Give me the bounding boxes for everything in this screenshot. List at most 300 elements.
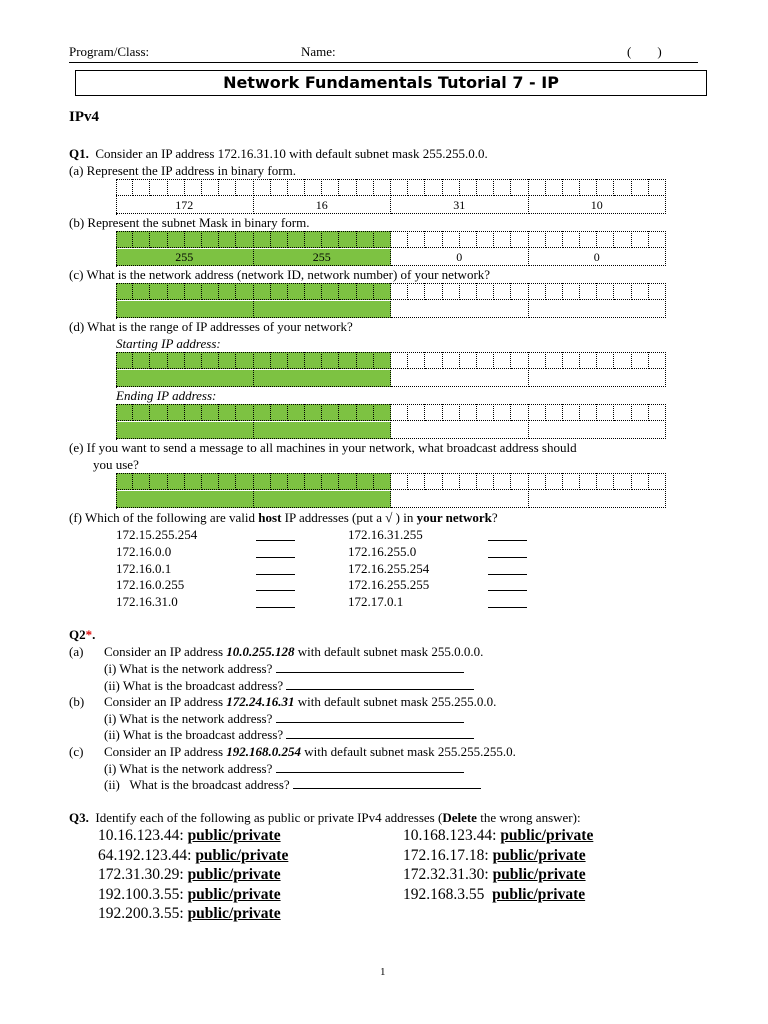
- bit-cell[interactable]: [563, 404, 580, 421]
- octet-cell[interactable]: [529, 491, 667, 508]
- bit-cell[interactable]: [632, 473, 649, 490]
- bit-cell[interactable]: [460, 179, 477, 196]
- octet-cell[interactable]: 0: [529, 249, 667, 266]
- q1e-text-line1: (e) If you want to send a message to all machines in your network, what broadcast address should: [69, 440, 577, 455]
- bit-cell[interactable]: [357, 231, 374, 248]
- bit-cell[interactable]: [254, 231, 271, 248]
- octet-cell[interactable]: [116, 301, 254, 318]
- bit-cell[interactable]: [546, 283, 563, 300]
- q2c-network-answer-blank[interactable]: [276, 772, 464, 773]
- q1f-answer-blank[interactable]: [256, 540, 295, 541]
- bit-cell[interactable]: [460, 231, 477, 248]
- bit-cell[interactable]: [597, 231, 614, 248]
- bit-cell[interactable]: [236, 179, 253, 196]
- bit-cell[interactable]: [357, 283, 374, 300]
- bit-cell[interactable]: [305, 473, 322, 490]
- bit-cell[interactable]: [339, 352, 356, 369]
- bit-cell[interactable]: [477, 473, 494, 490]
- bit-cell[interactable]: [511, 283, 528, 300]
- bit-cell[interactable]: [649, 283, 666, 300]
- q3-item: [403, 886, 585, 904]
- bit-cell[interactable]: [236, 473, 253, 490]
- bit-cell[interactable]: [580, 179, 597, 196]
- q3-delete: Delete: [442, 810, 477, 825]
- bit-cell[interactable]: [477, 179, 494, 196]
- bit-cell[interactable]: [305, 231, 322, 248]
- bit-cell[interactable]: [408, 179, 425, 196]
- bit-cell[interactable]: [374, 473, 391, 490]
- q2b-broadcast-answer-blank[interactable]: [286, 738, 474, 739]
- bit-cell[interactable]: [168, 352, 185, 369]
- q1f-answer-blank[interactable]: [488, 574, 527, 575]
- bit-cell[interactable]: [529, 473, 546, 490]
- q3-item: [403, 866, 586, 884]
- bit-cell[interactable]: [614, 179, 631, 196]
- bit-cell[interactable]: [391, 473, 408, 490]
- bit-cell[interactable]: [185, 179, 202, 196]
- bit-cell[interactable]: [116, 231, 133, 248]
- q2a-i-text: (i) What is the network address?: [104, 661, 273, 676]
- bit-cell[interactable]: [443, 352, 460, 369]
- bit-cell[interactable]: [597, 404, 614, 421]
- bit-cell[interactable]: [185, 231, 202, 248]
- q2a-post: with default subnet mask 255.0.0.0.: [294, 644, 484, 659]
- bit-cell[interactable]: [649, 404, 666, 421]
- q2a-pre: Consider an IP address: [104, 644, 227, 659]
- q3-public-private-choice[interactable]: public/private: [187, 827, 281, 844]
- bit-cell[interactable]: [116, 283, 133, 300]
- bit-cell[interactable]: [150, 231, 167, 248]
- bit-cell[interactable]: [374, 231, 391, 248]
- q1f-address: 172.16.255.254: [348, 560, 430, 576]
- q2b-network-answer-blank[interactable]: [276, 722, 464, 723]
- bit-cell[interactable]: [477, 352, 494, 369]
- q2a-letter: (a): [69, 644, 84, 659]
- q1d-text: (d) What is the range of IP addresses of your network?: [69, 319, 353, 334]
- bit-cell[interactable]: [425, 404, 442, 421]
- bit-cell[interactable]: [202, 352, 219, 369]
- q3-public-private-choice[interactable]: public/private: [500, 827, 594, 844]
- bit-cell[interactable]: [168, 473, 185, 490]
- bit-cell[interactable]: [580, 352, 597, 369]
- octet-cell[interactable]: 31: [391, 197, 529, 214]
- q2-label-text: Q2: [69, 627, 86, 642]
- octet-cell[interactable]: 0: [391, 249, 529, 266]
- bit-cell[interactable]: [339, 404, 356, 421]
- bit-cell[interactable]: [425, 352, 442, 369]
- q1e-text-line2: you use?: [93, 457, 139, 472]
- q3-address: 172.31.30.29:: [98, 866, 184, 884]
- bit-cell[interactable]: [219, 473, 236, 490]
- bit-cell[interactable]: [649, 179, 666, 196]
- q3-address: 192.200.3.55:: [98, 905, 184, 923]
- bit-cell[interactable]: [632, 231, 649, 248]
- bit-cell[interactable]: [116, 404, 133, 421]
- bit-cell[interactable]: [236, 404, 253, 421]
- bit-cell[interactable]: [288, 404, 305, 421]
- bit-cell[interactable]: [288, 283, 305, 300]
- bit-cell[interactable]: [460, 352, 477, 369]
- bit-cell[interactable]: [443, 283, 460, 300]
- bit-cell[interactable]: [614, 404, 631, 421]
- bit-cell[interactable]: [322, 404, 339, 421]
- bit-cell[interactable]: [563, 352, 580, 369]
- q1f-answer-blank[interactable]: [488, 557, 527, 558]
- bit-cell[interactable]: [597, 473, 614, 490]
- bit-cell[interactable]: [580, 231, 597, 248]
- bit-cell[interactable]: [116, 473, 133, 490]
- bit-cell[interactable]: [563, 473, 580, 490]
- octet-cell[interactable]: [529, 301, 667, 318]
- bit-cell[interactable]: [580, 283, 597, 300]
- bit-cell[interactable]: [529, 352, 546, 369]
- q3-public-private-choice[interactable]: public/private: [187, 885, 281, 903]
- bit-cell[interactable]: [185, 404, 202, 421]
- octet-cell[interactable]: 255: [254, 249, 392, 266]
- bit-cell[interactable]: [116, 352, 133, 369]
- bit-cell[interactable]: [150, 179, 167, 196]
- bit-cell[interactable]: [546, 473, 563, 490]
- bit-cell[interactable]: [460, 404, 477, 421]
- q3-item: [98, 866, 281, 884]
- bit-cell[interactable]: [168, 283, 185, 300]
- bit-cell[interactable]: [288, 179, 305, 196]
- q1d-start-binary-grid[interactable]: [116, 352, 666, 388]
- bit-cell[interactable]: [563, 179, 580, 196]
- bit-cell[interactable]: [322, 473, 339, 490]
- octet-cell[interactable]: [254, 301, 392, 318]
- bit-cell[interactable]: [236, 352, 253, 369]
- bit-cell[interactable]: [460, 473, 477, 490]
- q3-item: [98, 886, 281, 904]
- bit-cell[interactable]: [254, 352, 271, 369]
- octet-cell[interactable]: [529, 370, 667, 387]
- bit-cell[interactable]: [391, 352, 408, 369]
- q1f-answer-blank[interactable]: [488, 540, 527, 541]
- bit-cell[interactable]: [339, 283, 356, 300]
- bit-cell[interactable]: [546, 179, 563, 196]
- octet-cell[interactable]: [116, 491, 254, 508]
- bit-cell[interactable]: [185, 473, 202, 490]
- octet-cell[interactable]: [391, 422, 529, 439]
- bit-cell[interactable]: [425, 179, 442, 196]
- octet-cell[interactable]: [254, 422, 392, 439]
- q2c-ii-text: (ii) What is the broadcast address?: [104, 777, 290, 792]
- bit-cell[interactable]: [202, 404, 219, 421]
- q3-item: [403, 827, 593, 845]
- bit-cell[interactable]: [150, 473, 167, 490]
- q1f-answer-blank[interactable]: [488, 607, 527, 608]
- bit-cell[interactable]: [357, 404, 374, 421]
- bit-cell[interactable]: [443, 404, 460, 421]
- bit-cell[interactable]: [632, 352, 649, 369]
- q2b-letter: (b): [69, 694, 85, 709]
- bit-cell[interactable]: [632, 179, 649, 196]
- bit-cell[interactable]: [494, 283, 511, 300]
- q1c-binary-grid[interactable]: [116, 283, 666, 319]
- bit-cell[interactable]: [133, 179, 150, 196]
- octet-cell[interactable]: [116, 422, 254, 439]
- q1c-text: (c) What is the network address (network ID, network number) of your network?: [69, 267, 491, 282]
- q1f-answer-blank[interactable]: [256, 590, 295, 591]
- q1f-answer-blank[interactable]: [256, 574, 295, 575]
- octet-cell[interactable]: [254, 491, 392, 508]
- bit-cell[interactable]: [357, 179, 374, 196]
- bit-cell[interactable]: [511, 404, 528, 421]
- bit-cell[interactable]: [597, 179, 614, 196]
- bit-cell[interactable]: [580, 473, 597, 490]
- octet-cell[interactable]: 16: [254, 197, 392, 214]
- bit-cell[interactable]: [511, 352, 528, 369]
- bit-cell[interactable]: [374, 404, 391, 421]
- q2b-ii-text: (ii) What is the broadcast address?: [104, 727, 284, 742]
- bit-cell[interactable]: [649, 473, 666, 490]
- q3-address: 172.32.31.30:: [403, 866, 489, 884]
- bit-cell[interactable]: [494, 404, 511, 421]
- q1-label: Q1.: [69, 146, 89, 161]
- bit-cell[interactable]: [339, 179, 356, 196]
- bit-cell[interactable]: [408, 231, 425, 248]
- bit-cell[interactable]: [219, 352, 236, 369]
- q3-public-private-choice[interactable]: public/private: [492, 885, 586, 903]
- bit-cell[interactable]: [254, 179, 271, 196]
- bit-cell[interactable]: [529, 283, 546, 300]
- q1f-address: 172.16.255.255: [348, 577, 430, 593]
- q1d-end-binary-grid[interactable]: [116, 404, 666, 440]
- bit-cell[interactable]: [305, 404, 322, 421]
- q1f-pre: (f) Which of the following are valid: [69, 510, 259, 525]
- bit-cell[interactable]: [511, 473, 528, 490]
- bit-cell[interactable]: [529, 231, 546, 248]
- q1d-start-label: Starting IP address:: [116, 336, 221, 351]
- q2a-ii-text: (ii) What is the broadcast address?: [104, 678, 284, 693]
- bit-cell[interactable]: [408, 283, 425, 300]
- q3-public-private-choice[interactable]: public/private: [187, 905, 281, 923]
- q3-item: [98, 847, 288, 865]
- bit-cell[interactable]: [443, 179, 460, 196]
- q1b-text: (b) Represent the subnet Mask in binary form.: [69, 215, 310, 230]
- bit-cell[interactable]: [254, 283, 271, 300]
- bit-cell[interactable]: [322, 179, 339, 196]
- bit-cell[interactable]: [580, 404, 597, 421]
- octet-cell[interactable]: 255: [116, 249, 254, 266]
- bit-cell[interactable]: [425, 473, 442, 490]
- bit-cell[interactable]: [150, 352, 167, 369]
- octet-cell[interactable]: [529, 422, 667, 439]
- bit-cell[interactable]: [271, 283, 288, 300]
- bit-cell[interactable]: [254, 473, 271, 490]
- bit-cell[interactable]: [374, 179, 391, 196]
- bit-cell[interactable]: [254, 404, 271, 421]
- q1f-answer-blank[interactable]: [256, 557, 295, 558]
- q1f-address: 172.16.0.1: [116, 560, 172, 576]
- bit-cell[interactable]: [649, 231, 666, 248]
- bit-cell[interactable]: [288, 231, 305, 248]
- bit-cell[interactable]: [563, 231, 580, 248]
- bit-cell[interactable]: [614, 231, 631, 248]
- bit-cell[interactable]: [391, 231, 408, 248]
- page-number: 1: [380, 966, 386, 978]
- bit-cell[interactable]: [357, 352, 374, 369]
- octet-cell[interactable]: [116, 370, 254, 387]
- bit-cell[interactable]: [288, 473, 305, 490]
- bit-cell[interactable]: [185, 352, 202, 369]
- q1a-text: (a) Represent the IP address in binary form.: [69, 163, 296, 178]
- bit-cell[interactable]: [477, 231, 494, 248]
- q1b-binary-grid[interactable]: [116, 231, 666, 267]
- bit-cell[interactable]: [133, 231, 150, 248]
- bit-cell[interactable]: [185, 283, 202, 300]
- bit-cell[interactable]: [357, 473, 374, 490]
- bit-cell[interactable]: [477, 404, 494, 421]
- q2b-i-text: (i) What is the network address?: [104, 711, 273, 726]
- bit-cell[interactable]: [133, 473, 150, 490]
- bit-cell[interactable]: [168, 404, 185, 421]
- bit-cell[interactable]: [632, 404, 649, 421]
- q2a-broadcast-answer-blank[interactable]: [286, 689, 474, 690]
- q1f-address: 172.16.0.0: [116, 543, 172, 559]
- bit-cell[interactable]: [529, 404, 546, 421]
- octet-cell[interactable]: [391, 491, 529, 508]
- bit-cell[interactable]: [597, 352, 614, 369]
- bit-cell[interactable]: [322, 231, 339, 248]
- bit-cell[interactable]: [494, 231, 511, 248]
- bit-cell[interactable]: [614, 473, 631, 490]
- bit-cell[interactable]: [374, 352, 391, 369]
- bit-cell[interactable]: [529, 179, 546, 196]
- q2a-network-answer-blank[interactable]: [276, 672, 464, 673]
- bit-cell[interactable]: [219, 404, 236, 421]
- q1f-post: ?: [491, 510, 498, 525]
- bit-cell[interactable]: [305, 283, 322, 300]
- q3-public-private-choice[interactable]: public/private: [492, 866, 586, 884]
- bit-cell[interactable]: [408, 352, 425, 369]
- bit-cell[interactable]: [511, 231, 528, 248]
- section-heading: IPv4: [69, 109, 99, 125]
- bit-cell[interactable]: [168, 231, 185, 248]
- octet-cell[interactable]: 10: [529, 197, 667, 214]
- program-class-label: Program/Class:: [69, 44, 150, 59]
- bit-cell[interactable]: [494, 179, 511, 196]
- bit-cell[interactable]: [494, 352, 511, 369]
- bit-cell[interactable]: [271, 473, 288, 490]
- octet-cell[interactable]: [391, 370, 529, 387]
- bit-cell[interactable]: [597, 283, 614, 300]
- q2-dot: .: [92, 627, 96, 642]
- q3-item: [403, 847, 586, 865]
- q1f-answer-blank[interactable]: [488, 590, 527, 591]
- bit-cell[interactable]: [546, 231, 563, 248]
- octet-cell[interactable]: [254, 370, 392, 387]
- q3-label: Q3.: [69, 810, 89, 825]
- bit-cell[interactable]: [202, 231, 219, 248]
- bit-cell[interactable]: [391, 404, 408, 421]
- bit-cell[interactable]: [219, 283, 236, 300]
- q2b-pre: Consider an IP address: [104, 694, 227, 709]
- bit-cell[interactable]: [271, 231, 288, 248]
- q2-label: [69, 627, 95, 643]
- bit-cell[interactable]: [546, 352, 563, 369]
- bit-cell[interactable]: [150, 404, 167, 421]
- bit-cell[interactable]: [168, 179, 185, 196]
- q1f-address: 172.16.0.255: [116, 577, 185, 593]
- bit-cell[interactable]: [649, 352, 666, 369]
- q3-public-private-choice[interactable]: public/private: [195, 846, 289, 864]
- bit-cell[interactable]: [305, 352, 322, 369]
- bit-cell[interactable]: [460, 283, 477, 300]
- q1e-binary-grid[interactable]: [116, 473, 666, 509]
- q3-address: 172.16.17.18:: [403, 846, 489, 864]
- octet-cell[interactable]: 172: [116, 197, 254, 214]
- bit-cell[interactable]: [236, 283, 253, 300]
- bit-cell[interactable]: [202, 473, 219, 490]
- bit-cell[interactable]: [271, 179, 288, 196]
- q1a-binary-grid[interactable]: [116, 179, 666, 215]
- q3-prompt: [69, 810, 581, 826]
- q1f-address: 172.16.31.255: [348, 527, 423, 542]
- bit-cell[interactable]: [219, 179, 236, 196]
- bit-cell[interactable]: [408, 473, 425, 490]
- q2b-text: [104, 694, 496, 710]
- bit-cell[interactable]: [288, 352, 305, 369]
- q2b-ip: 172.24.16.31: [226, 694, 295, 709]
- q1f-text: [69, 510, 498, 526]
- bit-cell[interactable]: [202, 283, 219, 300]
- q2c-broadcast-answer-blank[interactable]: [293, 788, 481, 789]
- bit-cell[interactable]: [443, 473, 460, 490]
- bit-cell[interactable]: [443, 231, 460, 248]
- bit-cell[interactable]: [236, 231, 253, 248]
- bit-cell[interactable]: [305, 179, 322, 196]
- bit-cell[interactable]: [425, 231, 442, 248]
- bit-cell[interactable]: [632, 283, 649, 300]
- bit-cell[interactable]: [271, 404, 288, 421]
- bit-cell[interactable]: [511, 179, 528, 196]
- q3-public-private-choice[interactable]: public/private: [187, 866, 281, 884]
- bit-cell[interactable]: [133, 404, 150, 421]
- bit-cell[interactable]: [133, 352, 150, 369]
- bit-cell[interactable]: [546, 404, 563, 421]
- bit-cell[interactable]: [322, 352, 339, 369]
- bit-cell[interactable]: [271, 352, 288, 369]
- bit-cell[interactable]: [408, 404, 425, 421]
- bit-cell[interactable]: [614, 352, 631, 369]
- bit-cell[interactable]: [374, 283, 391, 300]
- bit-cell[interactable]: [322, 283, 339, 300]
- bit-cell[interactable]: [425, 283, 442, 300]
- bit-cell[interactable]: [339, 473, 356, 490]
- q2c-letter: (c): [69, 744, 84, 759]
- header-rule: [69, 62, 698, 63]
- bit-cell[interactable]: [150, 283, 167, 300]
- q1f-answer-blank[interactable]: [256, 607, 295, 608]
- bit-cell[interactable]: [339, 231, 356, 248]
- octet-cell[interactable]: [391, 301, 529, 318]
- bit-cell[interactable]: [563, 283, 580, 300]
- q1f-address: 172.16.31.0: [116, 594, 178, 610]
- bit-cell[interactable]: [133, 283, 150, 300]
- bit-cell[interactable]: [494, 473, 511, 490]
- q1d-end-label: Ending IP address:: [116, 388, 217, 403]
- bit-cell[interactable]: [202, 179, 219, 196]
- bit-cell[interactable]: [477, 283, 494, 300]
- bit-cell[interactable]: [219, 231, 236, 248]
- bit-cell[interactable]: [614, 283, 631, 300]
- bit-cell[interactable]: [391, 283, 408, 300]
- bit-cell[interactable]: [116, 179, 133, 196]
- bit-cell[interactable]: [391, 179, 408, 196]
- q3-public-private-choice[interactable]: public/private: [492, 846, 586, 864]
